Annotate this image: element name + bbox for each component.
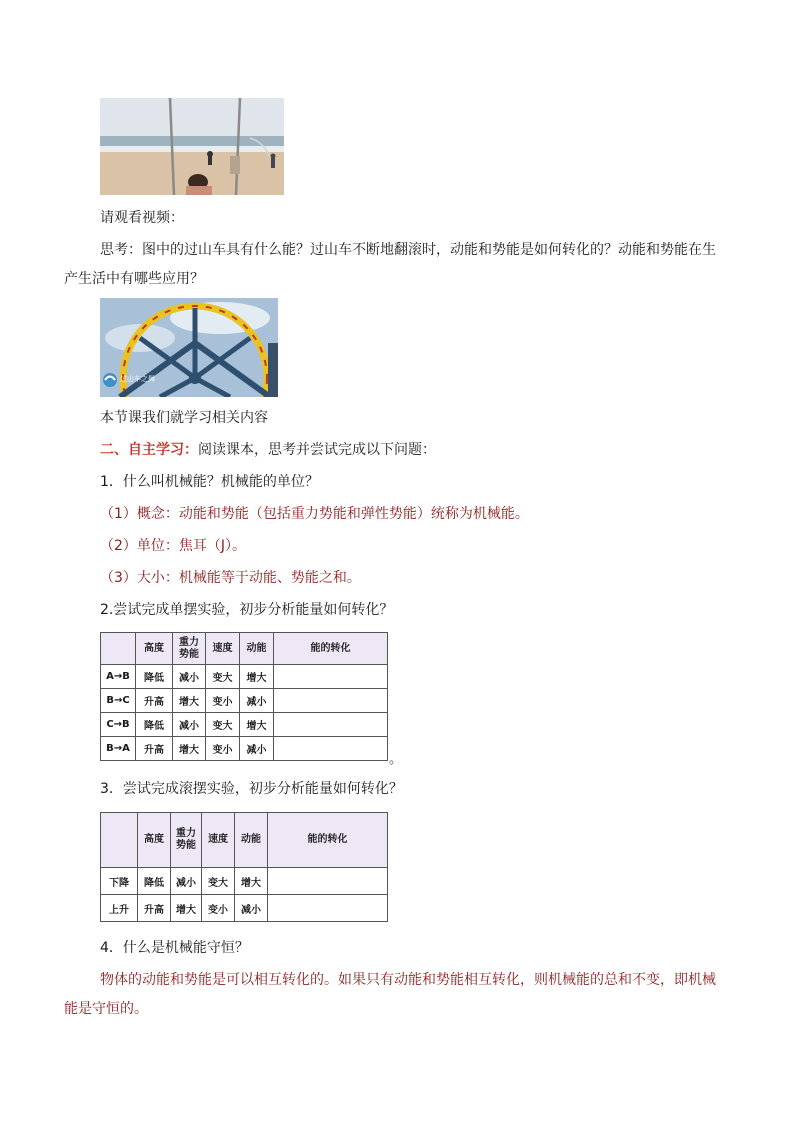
table-cell [274,665,388,689]
table-cell: 变小 [206,737,240,761]
table-header-cell: 速度 [202,813,235,868]
table-cell [268,868,388,895]
table-cell: 减小 [235,895,268,922]
table-cell: C→B [101,713,136,737]
table-cell: 增大 [240,665,274,689]
table-header-cell: 重力势能 [173,633,206,665]
answer-1-unit: （2）单位：焦耳（J）。 [100,538,247,554]
section-heading: 二、自主学习： [100,442,198,458]
table-cell [274,713,388,737]
table-header-cell: 能的转化 [268,813,388,868]
question-1: 1．什么叫机械能？机械能的单位？ [100,474,319,490]
table-header-cell: 动能 [235,813,268,868]
photo-caption: 过山车之舞 [120,375,155,383]
table-cell [274,737,388,761]
table-cell [274,689,388,713]
beach-swing-photo [100,98,284,195]
table-cell: 增大 [235,868,268,895]
table-cell: 变大 [206,713,240,737]
table-cell: 增大 [171,895,202,922]
table-cell: 增大 [173,689,206,713]
roller-coaster-photo [100,298,278,397]
table-header-cell: 速度 [206,633,240,665]
watch-video-text: 请观看视频： [100,210,184,226]
table-cell: 变大 [206,665,240,689]
answer-1-magnitude: （3）大小：机械能等于动能、势能之和。 [100,570,361,586]
table-cell: 上升 [101,895,138,922]
table-header-row [101,813,388,868]
table-header-cell: 重力势能 [171,813,202,868]
answer-4-line1: 物体的动能和势能是可以相互转化的。如果只有动能和势能相互转化，则机械能的总和不变，即机械 [100,972,716,988]
table-cell: 降低 [136,713,173,737]
question-3: 3．尝试完成滚摆实验，初步分析能量如何转化？ [100,781,403,797]
section-instruction: 阅读课本，思考并尝试完成以下问题： [198,442,436,458]
table-cell: 变小 [202,895,235,922]
lesson-intro-text: 本节课我们就学习相关内容 [100,410,268,426]
table-cell: 变小 [206,689,240,713]
question-4: 4．什么是机械能守恒？ [100,940,249,956]
answer-4-line2: 能是守恒的。 [64,1001,148,1017]
table-cell: 变大 [202,868,235,895]
table-cell: B→C [101,689,136,713]
table-row [101,895,388,922]
section-self-study [100,437,436,463]
table-row [101,868,388,895]
table-cell: 下降 [101,868,138,895]
maxwell-wheel-table [100,812,388,922]
table-cell: 增大 [240,713,274,737]
think-question-line2: 产生活中有哪些应用？ [64,271,204,287]
table-cell: 升高 [138,895,171,922]
pendulum-table [100,632,388,761]
question-2: 2.尝试完成单摆实验，初步分析能量如何转化？ [100,602,394,618]
table-cell: 减小 [240,737,274,761]
answer-1-concept: （1）概念：动能和势能（包括重力势能和弹性势能）统称为机械能。 [100,506,529,522]
table-cell: 升高 [136,689,173,713]
table-cell: 升高 [136,737,173,761]
table-cell: 减小 [240,689,274,713]
table-row [101,689,388,713]
table-header-cell: 能的转化 [274,633,388,665]
table-header-cell: 高度 [136,633,173,665]
table-header-cell [101,633,136,665]
table-row [101,665,388,689]
table-header-cell: 高度 [138,813,171,868]
table-header-cell [101,813,138,868]
table-row [101,713,388,737]
table-cell: 降低 [136,665,173,689]
table-end-mark: 。 [389,752,403,767]
table-cell: 增大 [173,737,206,761]
table-header-row [101,633,388,665]
table-cell: 降低 [138,868,171,895]
table-cell [268,895,388,922]
table-cell: B→A [101,737,136,761]
table-header-cell: 动能 [240,633,274,665]
table-cell: 减小 [173,713,206,737]
think-question-line1: 思考：图中的过山车具有什么能？过山车不断地翻滚时，动能和势能是如何转化的？动能和势能在生 [100,242,716,258]
table-cell: 减小 [173,665,206,689]
table-row [101,737,388,761]
table-cell: 减小 [171,868,202,895]
table-cell: A→B [101,665,136,689]
